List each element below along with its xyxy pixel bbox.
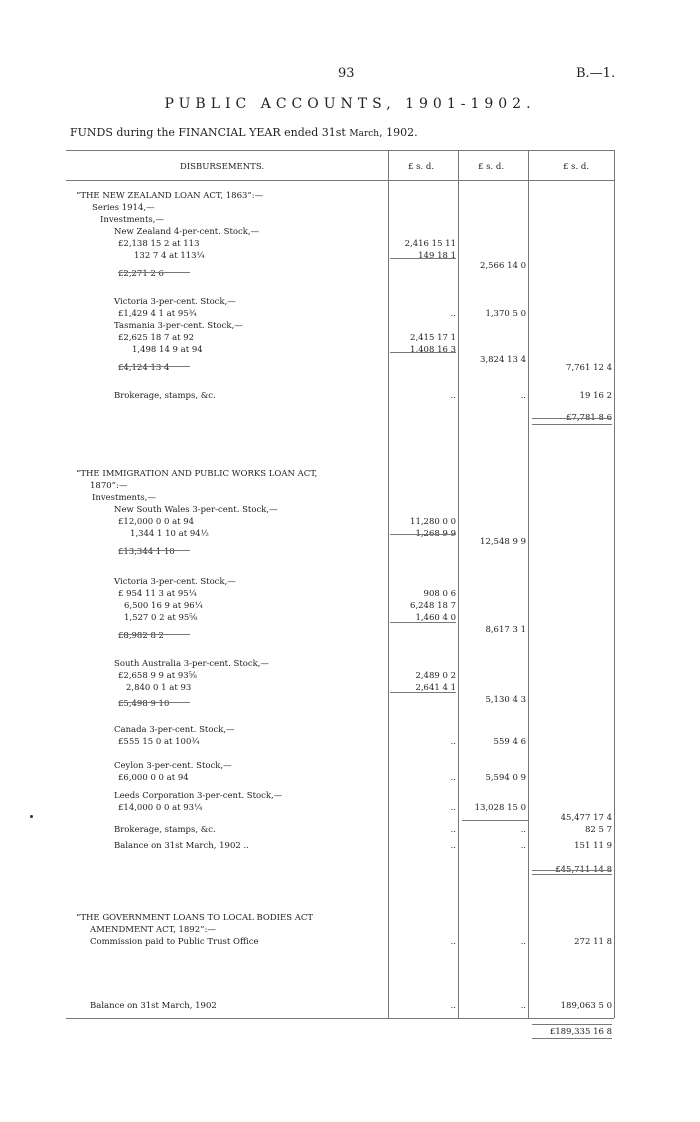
page-title: PUBLIC ACCOUNTS, 1901-1902. [164,96,536,112]
table-row [0,698,700,710]
subtitle-prefix: FUNDS during the FINANCIAL YEAR ended 31st [70,126,350,139]
row-description: £6,000 0 0 at 94 [118,773,189,783]
subtotal-rule [118,702,190,703]
row-amount-c2: .. [520,841,526,851]
row-amount-c3: 7,761 12 4 [566,363,612,373]
row-amount-c3: 45,477 17 4 [560,813,612,823]
row-amount-c2: 3,824 13 4 [480,355,526,365]
row-description: Tasmania 3-per-cent. Stock,— [114,321,243,331]
row-description: Leeds Corporation 3-per-cent. Stock,— [114,791,283,801]
table-row [0,492,700,504]
row-description: £1,429 4 1 at 95¾ [118,309,197,319]
row-description: £8,982 8 2 [118,631,164,641]
subtotal-rule [532,1024,612,1025]
row-amount-c1: 2,641 4 1 [415,683,456,693]
row-amount-c1: 149 18 1 [418,251,456,261]
row-description: Victoria 3-per-cent. Stock,— [114,297,236,307]
row-amount-c3: 189,063 5 0 [560,1001,612,1011]
table-row [0,320,700,332]
row-amount-c2: 2,566 14 0 [480,261,526,271]
table-row [0,226,700,238]
table-row [0,936,700,948]
table-row [0,682,700,694]
row-description: Balance on 31st March, 1902 .. [114,841,249,851]
row-amount-c1: 1,408 16 3 [410,345,456,355]
table-row [0,576,700,588]
table-row [0,362,700,374]
row-description: AMENDMENT ACT, 1892”:— [90,925,216,935]
row-description: £12,000 0 0 at 94 [118,517,195,527]
row-amount-c1: 2,415 17 1 [410,333,456,343]
row-description: Victoria 3-per-cent. Stock,— [114,577,236,587]
row-amount-c3: £7,781 8 6 [566,413,612,423]
row-amount-c1: .. [450,737,456,747]
row-amount-c1: 6,248 18 7 [410,601,456,611]
scan-mark [30,815,33,818]
table-row [0,296,700,308]
row-description: 1870”:— [90,481,128,491]
subtitle-suffix: , 1902. [379,126,418,139]
row-description: £2,271 2 6 [118,269,164,279]
row-description: Brokerage, stamps, &c. [114,825,216,835]
subtotal-rule [118,272,190,273]
row-amount-c2: .. [520,937,526,947]
subtotal-rule [390,352,456,353]
row-amount-c1: 2,416 15 11 [404,239,456,249]
subtotal-rule [462,820,528,821]
row-amount-c1: 908 0 6 [423,589,456,599]
table-row [0,468,700,480]
row-amount-c1: .. [450,309,456,319]
row-description: £ 954 11 3 at 95¼ [118,589,197,599]
row-description: South Australia 3-per-cent. Stock,— [114,659,269,669]
table-row [0,480,700,492]
page-subtitle [70,126,418,139]
table-row [0,600,700,612]
row-description: Brokerage, stamps, &c. [114,391,216,401]
row-description: 2,840 0 1 at 93 [126,683,192,693]
subtotal-rule [532,874,612,875]
table-row [0,214,700,226]
row-description: 6,500 16 9 at 96¼ [124,601,203,611]
row-amount-c1: .. [450,825,456,835]
table-row [0,824,700,836]
subtotal-rule [390,258,456,259]
row-description: Investments,— [100,215,164,225]
row-description: 1,498 14 9 at 94 [132,345,203,355]
row-description: Series 1914,— [92,203,155,213]
row-amount-c1: 1,268 9 9 [415,529,456,539]
subtotal-rule [390,622,456,623]
table-row [0,202,700,214]
row-amount-c1: 1,460 4 0 [415,613,456,623]
table-row [0,772,700,784]
subtotal-rule [118,634,190,635]
table-row [0,390,700,402]
row-description: Balance on 31st March, 1902 [90,1001,217,1011]
row-amount-c2: .. [520,391,526,401]
row-amount-c3: £189,335 16 8 [549,1027,612,1037]
table-row [0,190,700,202]
row-description: 1,527 0 2 at 95⅝ [124,613,198,623]
row-amount-c1: .. [450,803,456,813]
table-row [0,760,700,772]
row-description: £2,625 18 7 at 92 [118,333,195,343]
row-description: £555 15 0 at 100¾ [118,737,200,747]
row-amount-c3: 19 16 2 [579,391,612,401]
row-amount-c1: .. [450,391,456,401]
table-row [0,724,700,736]
row-description: “THE NEW ZEALAND LOAN ACT, 1863”:— [76,191,264,201]
row-amount-c2: 13,028 15 0 [474,803,526,813]
subtotal-rule [390,534,456,535]
table-top-rule [66,150,614,151]
row-description: £14,000 0 0 at 93¼ [118,803,203,813]
page-number: 93 [338,66,355,81]
subtotal-rule [118,550,190,551]
subtotal-rule [118,366,190,367]
row-amount-c2: 12,548 9 9 [480,537,526,547]
row-amount-c2: 5,594 0 9 [485,773,526,783]
row-amount-c3: 82 5 7 [584,825,612,835]
row-amount-c1: 11,280 0 0 [410,517,456,527]
row-description: £2,138 15 2 at 113 [118,239,200,249]
row-amount-c2: .. [520,825,526,835]
table-row [0,268,700,280]
column-header-1: £ s. d. [408,162,435,172]
row-amount-c2: .. [520,1001,526,1011]
row-amount-c1: .. [450,773,456,783]
table-row [0,736,700,748]
row-amount-c2: 559 4 6 [493,737,526,747]
subtotal-rule [390,692,456,693]
row-description: Commission paid to Public Trust Office [90,937,259,947]
table-row [0,840,700,852]
table-header-rule [66,180,614,181]
column-header-disbursements: DISBURSEMENTS. [180,162,265,172]
column-header-2: £ s. d. [478,162,505,172]
table-row [0,308,700,320]
table-bottom-rule [66,1018,614,1019]
subtitle-month: March [349,129,380,139]
document-reference: B.—1. [576,66,616,81]
row-amount-c3: £45,711 14 8 [555,865,612,875]
row-description: £4,124 13 4 [118,363,170,373]
table-row [0,1000,700,1012]
row-description: £2,658 9 9 at 93⅝ [118,671,197,681]
row-amount-c1: .. [450,937,456,947]
row-description: New South Wales 3-per-cent. Stock,— [114,505,278,515]
table-row [0,924,700,936]
row-description: “THE GOVERNMENT LOANS TO LOCAL BODIES ACT [76,913,314,923]
table-row [0,238,700,250]
table-row [0,630,700,642]
row-amount-c1: .. [450,841,456,851]
table-row [0,546,700,558]
subtotal-rule [532,424,612,425]
table-row [0,612,700,624]
row-amount-c2: 5,130 4 3 [485,695,526,705]
row-amount-c3: 151 11 9 [574,841,612,851]
row-amount-c1: 2,489 0 2 [415,671,456,681]
table-row [0,516,700,528]
row-description: £13,344 1 10 [118,547,175,557]
row-description: 1,344 1 10 at 94½ [130,529,209,539]
row-amount-c1: .. [450,1001,456,1011]
table-row [0,332,700,344]
table-row [0,790,700,802]
column-header-3: £ s. d. [563,162,590,172]
row-description: Ceylon 3-per-cent. Stock,— [114,761,232,771]
subtotal-rule [532,870,612,871]
subtotal-rule [532,1038,612,1039]
table-row [0,812,700,824]
row-description: £5,498 9 10 [118,699,170,709]
table-row [0,588,700,600]
row-amount-c2: 1,370 5 0 [485,309,526,319]
table-row [0,1026,700,1038]
row-amount-c2: 8,617 3 1 [485,625,526,635]
row-description: “THE IMMIGRATION AND PUBLIC WORKS LOAN ACT, [76,469,318,479]
row-description: Canada 3-per-cent. Stock,— [114,725,235,735]
row-amount-c3: 272 11 8 [574,937,612,947]
table-row [0,912,700,924]
row-description: 132 7 4 at 113¼ [134,251,205,261]
row-description: Investments,— [92,493,156,503]
table-row [0,504,700,516]
row-description: New Zealand 4-per-cent. Stock,— [114,227,260,237]
subtotal-rule [532,418,612,419]
table-row [0,658,700,670]
table-row [0,670,700,682]
